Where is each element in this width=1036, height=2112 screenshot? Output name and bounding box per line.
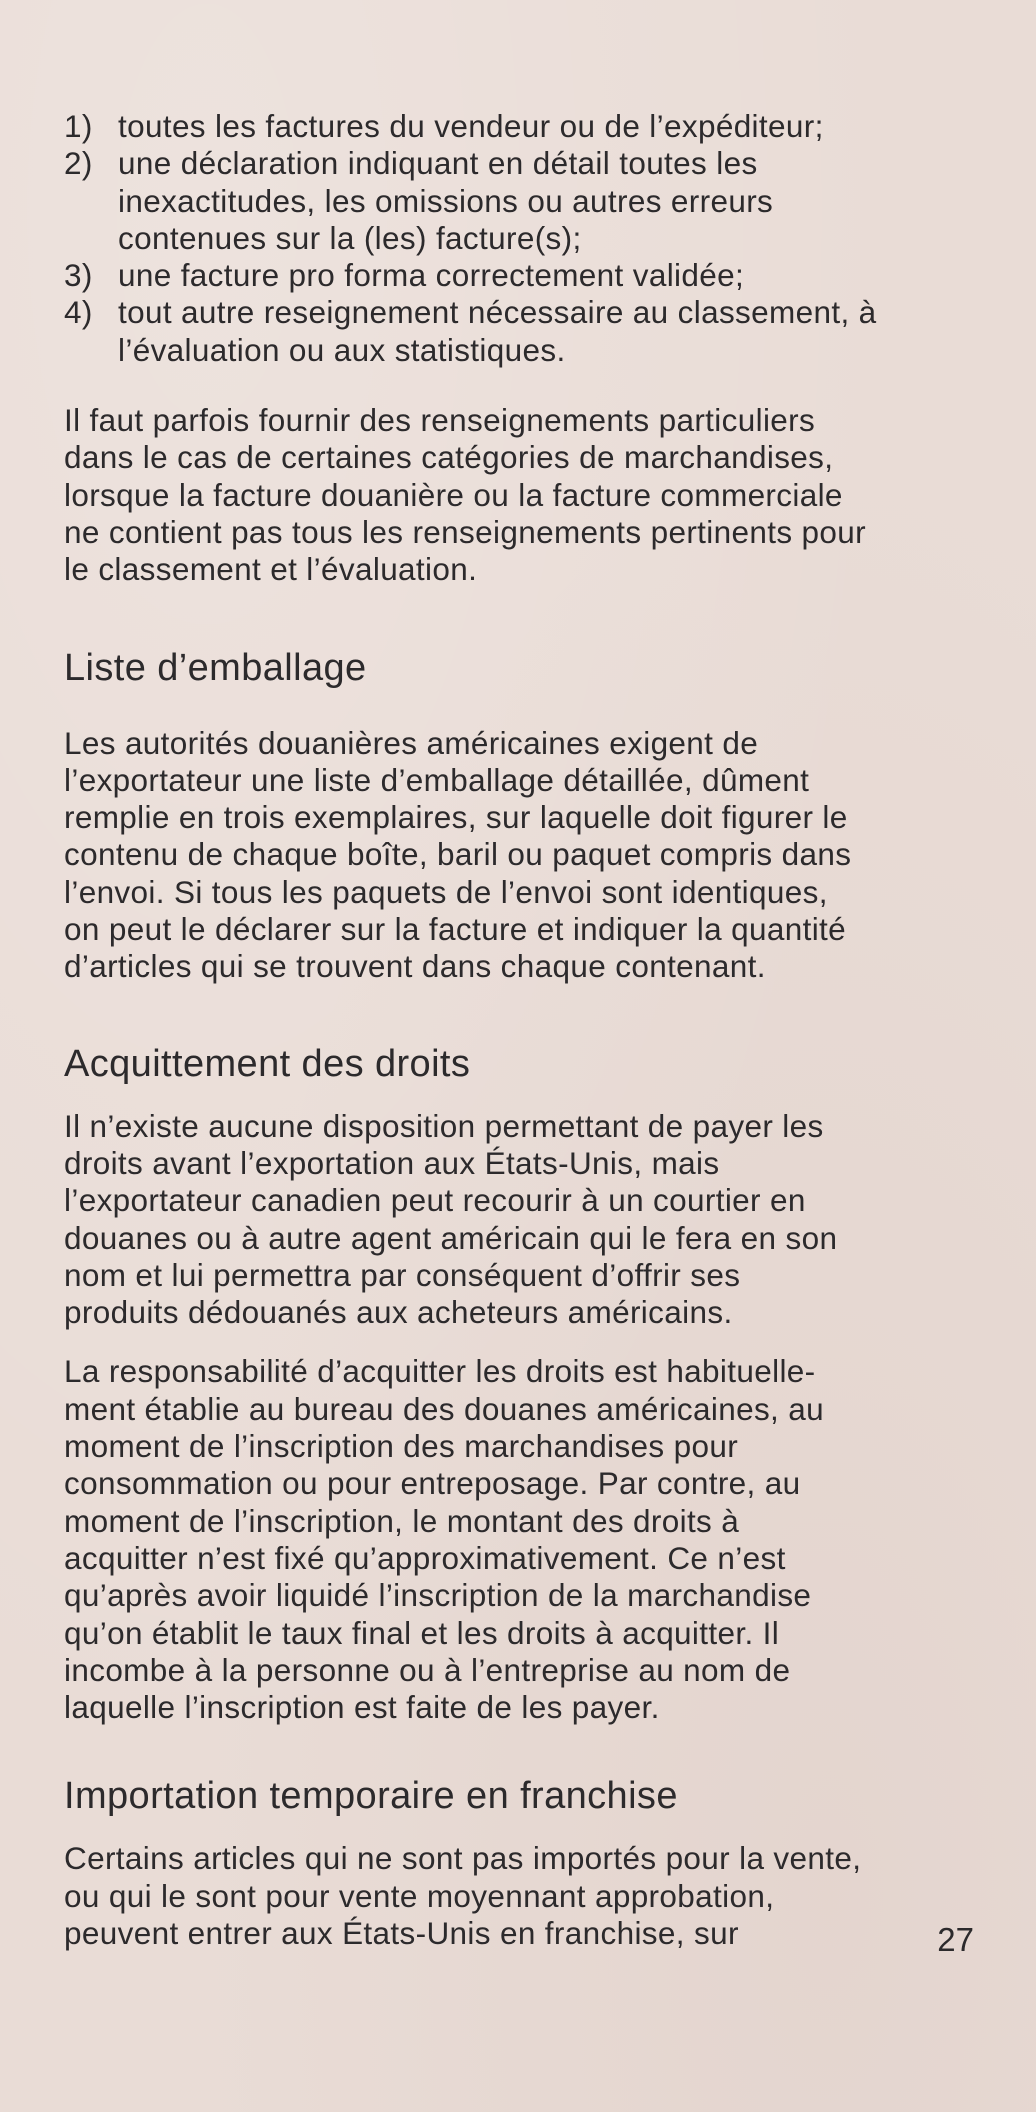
list-item-text: une facture pro forma correctement validée; [118,257,745,294]
page-number: 27 [937,1921,974,1958]
acquittement-paragraph-2: La responsabilité d’acquitter les droits est habituelle- ment établie au bureau des douanes américaines, au moment de l’inscription des marchandises pour consommation ou pour entreposage. Par contre, au moment de l’inscription, le montant des droits à acquitter n’est fixé qu’approximativement. Ce n’est qu’après avoir liquidé l’inscription de la marchandise qu’on établit le taux final et les droits à acquitter. Il incombe à la personne ou à l’entreprise au nom de laquelle l’inscription est faite de les payer. [64,1353,824,1726]
list-item-text: tout autre reseignement nécessaire au classement, à l’évaluation ou aux statistiques. [118,294,877,368]
list-item-text: toutes les factures du vendeur ou de l’expéditeur; [118,108,824,144]
list-item [64,108,1004,145]
emballage-paragraph: Les autorités douanières américaines exigent de l’exportateur une liste d’emballage détaillée, dûment remplie en trois exemplaires, sur laquelle doit figurer le contenu de chaque boîte, baril ou paquet compris dans l’envoi. Si tous les paquets de l’envoi sont identiques, on peut le déclarer sur la facture et indiquer la quantité d’articles qui se trouvent dans chaque contenant. [64,724,852,985]
acquittement-heading: Acquittement des droits [64,1042,471,1085]
list-item [64,145,1004,257]
importation-heading: Importation temporaire en franchise [64,1775,678,1818]
emballage-heading: Liste d’emballage [64,646,367,689]
list-item-number: 3) [64,257,93,294]
renseignements-paragraph: Il faut parfois fournir des renseignements particuliers dans le cas de certaines catégories de marchandises, lorsque la facture douanière ou la facture commerciale ne contient pas tous les renseignements pertinents pour le classement et l’évaluation. [64,402,866,588]
acquittement-paragraph-1: Il n’existe aucune disposition permettant de payer les droits avant l’exportation aux États-Unis, mais l’exportateur canadien peut recourir à un courtier en douanes ou à autre agent américain qui le fera en son nom et lui permettra par conséquent d’offrir ses produits dédouanés aux acheteurs américains. [64,1107,838,1331]
list-item [64,294,1004,369]
text-column [64,108,1004,1952]
list-item [64,257,1004,294]
importation-paragraph: Certains articles qui ne sont pas importés pour la vente, ou qui le sont pour vente moyennant approbation, peuvent entrer aux États-Unis en franchise, sur [64,1840,862,1951]
list-item-number: 2) [64,145,93,182]
list-item-number: 1) [64,108,93,144]
list-item-number: 4) [64,294,93,331]
requirements-list [64,108,1004,369]
list-item-text: une déclaration indiquant en détail toutes les inexactitudes, les omissions ou autres erreurs contenues sur la (les) facture(s); [118,145,774,256]
